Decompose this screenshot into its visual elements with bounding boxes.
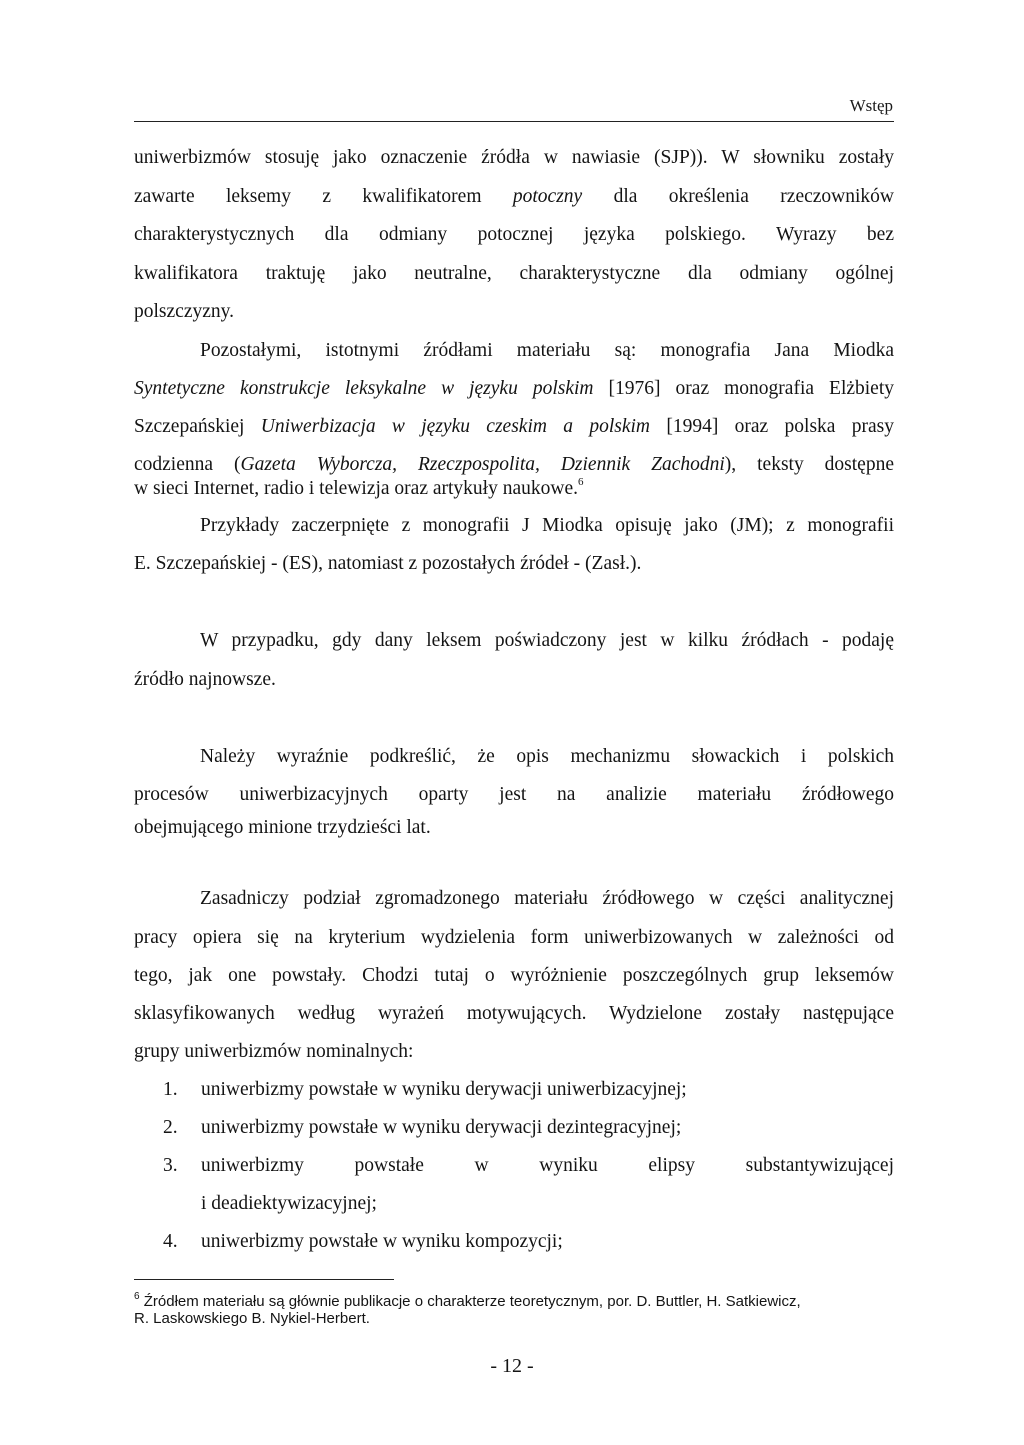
- text-line: charakterystycznych dla odmiany potocznej języka polskiego. Wyrazy bez: [134, 224, 894, 245]
- text-line: [134, 180, 894, 214]
- italic-title: Uniwerbizacja w języku czeskim a polskim: [260, 416, 651, 437]
- text-span: w sieci Internet, radio i telewizja oraz artykuły naukowe.: [134, 478, 578, 499]
- text-line: [134, 472, 894, 506]
- text-line: Przykłady zaczerpnięte z monografii J Miodka opisuję jako (JM); z monografii: [200, 515, 894, 536]
- text-line: polszczyzny.: [134, 301, 234, 322]
- text-line: Należy wyraźnie podkreślić, że opis mechanizmu słowackich i polskich: [200, 746, 894, 767]
- list-item-text-continued: i deadiektywizacyjnej;: [201, 1193, 377, 1214]
- text-line: E. Szczepańskiej - (ES), natomiast z pozostałych źródeł - (Zasł.).: [134, 553, 642, 574]
- footnote-separator: [134, 1279, 394, 1280]
- text-span: [1976] oraz monografia Elżbiety: [593, 378, 895, 399]
- footnote-number: 6: [134, 1291, 140, 1302]
- list-item-number: 3.: [163, 1155, 178, 1176]
- list-item-number: 1.: [163, 1079, 178, 1100]
- italic-term: potoczny: [512, 186, 583, 207]
- list-item-number: 4.: [163, 1231, 178, 1252]
- text-line: uniwerbizmów stosuję jako oznaczenie źródła w nawiasie (SJP)). W słowniku zostały: [134, 147, 894, 168]
- text-line: Pozostałymi, istotnymi źródłami materiału są: monografia Jana Miodka: [200, 340, 894, 361]
- text-span: codzienna (: [134, 454, 241, 475]
- text-line: źródło najnowsze.: [134, 669, 276, 690]
- text-span: dla określenia rzeczowników: [582, 186, 894, 207]
- italic-title: Gazeta Wyborcza, Rzeczpospolita, Dziennik Zachodni: [240, 454, 725, 475]
- footnote-text: Źródłem materiału są głównie publikacje o charakterze teoretycznym, por. D. Buttler, H. Satkiewicz,: [139, 1293, 801, 1310]
- list-item-text: uniwerbizmy powstałe w wyniku elipsy substantywizującej: [201, 1155, 894, 1176]
- text-span: ), teksty dostępne: [724, 454, 894, 475]
- footnote-line: R. Laskowskiego B. Nykiel-Herbert.: [134, 1310, 370, 1327]
- list-item-text: uniwerbizmy powstałe w wyniku derywacji uniwerbizacyjnej;: [201, 1079, 687, 1100]
- text-line: W przypadku, gdy dany leksem poświadczony jest w kilku źródłach - podaję: [200, 630, 894, 651]
- text-line: [134, 372, 894, 406]
- header-rule: [134, 121, 894, 122]
- header-title: Wstęp: [849, 96, 893, 115]
- text-line: procesów uniwerbizacyjnych oparty jest na analizie materiału źródłowego: [134, 784, 894, 805]
- text-line: Zasadniczy podział zgromadzonego materiału źródłowego w części analitycznej: [200, 888, 894, 909]
- text-line: kwalifikatora traktuję jako neutralne, charakterystyczne dla odmiany ogólnej: [134, 263, 894, 284]
- text-line: sklasyfikowanych według wyrażeń motywujących. Wydzielone zostały następujące: [134, 1003, 894, 1024]
- text-line: [134, 410, 894, 444]
- list-item-text: uniwerbizmy powstałe w wyniku kompozycji;: [201, 1231, 563, 1252]
- list-item-text: uniwerbizmy powstałe w wyniku derywacji dezintegracyjnej;: [201, 1117, 682, 1138]
- text-line: tego, jak one powstały. Chodzi tutaj o wyróżnienie poszczególnych grup leksemów: [134, 965, 894, 986]
- text-line: grupy uniwerbizmów nominalnych:: [134, 1041, 414, 1062]
- footnote-reference: 6: [578, 476, 584, 488]
- text-span: Szczepańskiej: [134, 416, 261, 437]
- text-line: pracy opiera się na kryterium wydzielenia form uniwerbizowanych w zależności od: [134, 927, 894, 948]
- text-span: zawarte leksemy z kwalifikatorem: [134, 186, 513, 207]
- italic-title: Syntetyczne konstrukcje leksykalne w języku polskim: [134, 378, 594, 399]
- text-line: obejmującego minione trzydzieści lat.: [134, 817, 431, 838]
- text-span: [1994] oraz polska prasy: [650, 416, 894, 437]
- list-item-number: 2.: [163, 1117, 178, 1138]
- page-number: - 12 -: [490, 1355, 534, 1377]
